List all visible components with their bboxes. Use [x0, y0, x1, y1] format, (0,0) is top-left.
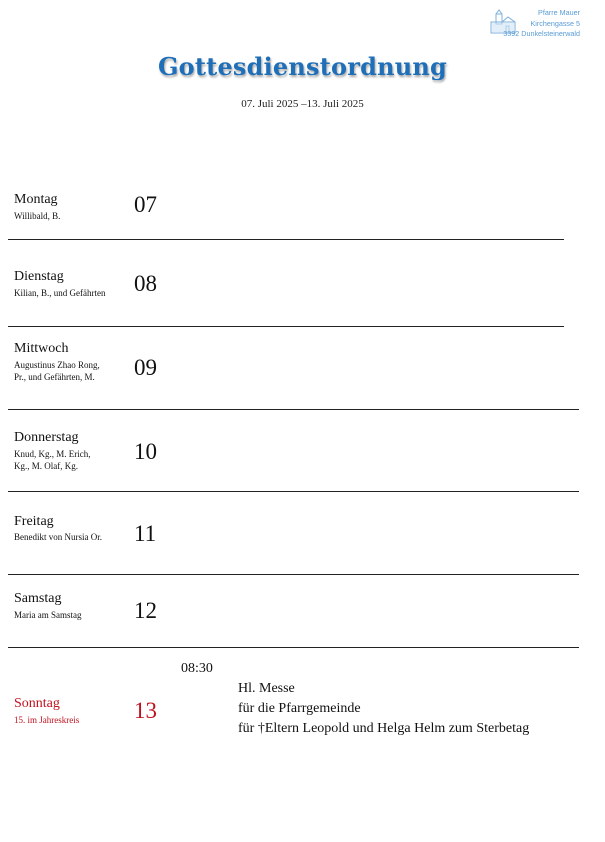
day-number: 08	[134, 271, 157, 296]
day-name: Mittwoch	[14, 341, 69, 356]
day-name: Freitag	[14, 514, 54, 529]
day-saint: Augustinus Zhao Rong, Pr., und Gefährten, M.	[14, 360, 100, 382]
day-saint: Maria am Samstag	[14, 610, 82, 620]
day-saint: Willibald, B.	[14, 211, 61, 221]
parish-name: Pfarre Mauer	[538, 8, 580, 17]
day-saint: Knud, Kg., M. Erich, Kg., M. Olaf, Kg.	[14, 449, 91, 471]
day-number: 09	[134, 355, 157, 380]
event-details	[238, 679, 529, 739]
day-saint: Benedikt von Nursia Or.	[14, 532, 102, 542]
row-divider	[8, 326, 564, 327]
day-number: 12	[134, 598, 157, 623]
parish-city: 3392 Dunkelsteinerwald	[503, 29, 580, 38]
row-divider	[8, 647, 579, 648]
day-number: 07	[134, 192, 157, 217]
row-divider	[8, 409, 579, 410]
day-number: 10	[134, 439, 157, 464]
day-name: Montag	[14, 192, 58, 207]
day-name: Sonntag	[14, 696, 60, 711]
event-intention-2: für †Eltern Leopold und Helga Helm zum Sterbetag	[238, 721, 530, 736]
day-name: Donnerstag	[14, 430, 79, 445]
parish-logo	[488, 6, 584, 40]
parish-street: Kirchengasse 5	[530, 18, 580, 28]
day-name: Samstag	[14, 591, 62, 606]
row-divider	[8, 491, 579, 492]
event-intention-1: für die Pfarrgemeinde	[238, 701, 361, 716]
day-name: Dienstag	[14, 269, 64, 284]
day-saint: Kilian, B., und Gefährten	[14, 288, 106, 298]
event-time: 08:30	[181, 661, 213, 676]
row-divider	[8, 239, 564, 240]
day-number: 11	[134, 521, 157, 546]
event-title: Hl. Messe	[238, 681, 295, 696]
page-title: Gottesdienstordnung	[157, 52, 448, 81]
parish-address	[503, 8, 580, 40]
row-divider	[8, 574, 579, 575]
day-saint: 15. im Jahreskreis	[14, 715, 80, 725]
date-range: 07. Juli 2025 –13. Juli 2025	[241, 98, 364, 110]
day-number: 13	[134, 698, 157, 723]
